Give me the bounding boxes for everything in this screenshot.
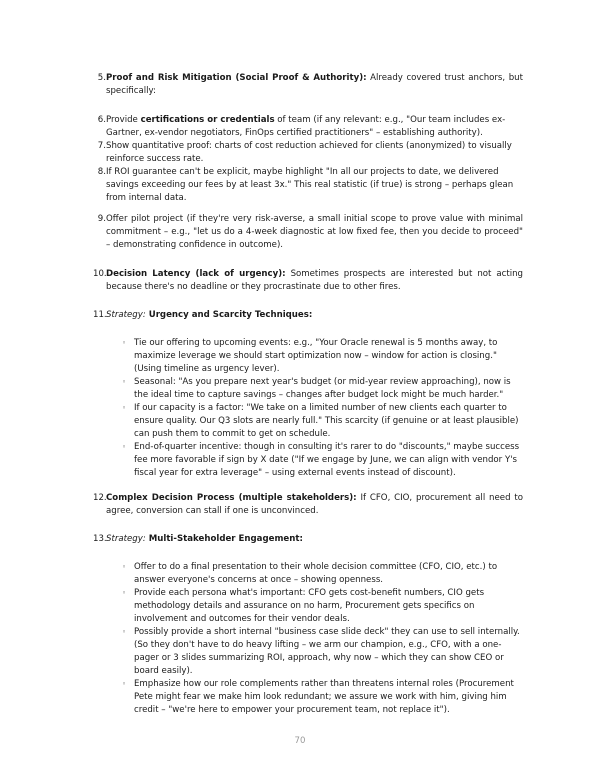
item-text: If CFO, CIO, procurement all need to agree, conversion can stall if one is unconvinced. [106,493,523,516]
list-item-body [106,72,523,98]
list-item-13 [93,533,523,546]
strategy-heading: Multi-Stakeholder Engagement: [145,534,303,544]
bullet-text: End-of-quarter incentive: though in consulting it's rarer to do "discounts," maybe success fee more favorable if sign by X date ("If we engage by June, we can align with vendor Y's fiscal year for extra leverage" – using external events instead of discount). [134,442,520,478]
strategy-label: Strategy: [106,534,146,544]
list-item-7 [93,140,523,166]
list-number: 13. [93,534,107,544]
list-item-6 [93,114,523,140]
list-item-body [106,533,523,546]
bullet-item [122,337,522,376]
list-number: 11. [93,310,107,320]
item-text: of team (if any relevant: e.g., "Our team includes ex-Gartner, ex-vendor negotiators, FinOps certified practitioners" – establishing authority). [106,115,506,138]
bullet-text: Emphasize how our role complements rather than threatens internal roles (Procurement Pete might fear we make him look redundant; we assure we work with him, giving him credit – "we're here to empower your procurement team, not replace it"). [134,679,514,715]
list-number: 7. [97,141,106,151]
bullet-marker: ◦ [122,339,127,347]
list-item-9 [93,213,523,252]
bullet-text: Tie our offering to upcoming events: e.g., "Your Oracle renewal is 5 months away, to maximize leverage we should start optimization now – window for action is closing." (Using timeline as urgency lever). [134,338,498,374]
bullet-text: Seasonal: "As you prepare next year's budget (or mid-year review approaching), now is the ideal time to capture savings – changes after budget lock might be much harder." [134,377,511,400]
list-number: 5. [97,73,106,83]
bullet-marker: ◦ [122,628,127,636]
item-text: Already covered trust anchors, but specifically: [106,73,523,96]
bullet-text: If our capacity is a factor: "We take on a limited number of new clients each quarter to ensure quality. Our Q3 slots are nearly full." This scarcity (if genuine or at least plausible) can push them to commit to get on schedule. [134,403,519,439]
list-item-11 [93,309,523,322]
bullet-text: Provide each persona what's important: CFO gets cost-benefit numbers, CIO gets methodology details and assurance on no harm, Procurement gets specifics on involvement and outcomes for their vendor deals. [134,588,485,624]
item-text: Sometimes prospects are interested but not acting because there's no deadline or they procrastinate due to other fires. [106,269,523,292]
item-bold-phrase: certifications or credentials [140,115,275,125]
bullet-item [122,441,522,480]
list-item-5 [93,72,523,98]
bullet-marker: ◦ [122,680,127,688]
list-item-body [106,309,523,322]
bullet-text: Offer to do a final presentation to their whole decision committee (CFO, CIO, etc.) to answer everyone's concerns at once – showing openness. [134,562,498,585]
list-item-8 [93,166,523,205]
bullet-item [122,561,522,587]
list-number: 9. [97,214,106,224]
bullet-text: Possibly provide a short internal "business case slide deck" they can use to sell internally. (So they don't have to do heavy lifting – we arm our champion, e.g., CFO, with a one-pager or 3 slides summarizing ROI, approach, why now – which they can show CEO or board easily). [134,627,520,676]
list-number: 6. [97,115,106,125]
list-item-body [106,114,523,140]
bullet-marker: ◦ [122,378,127,386]
item-text-pre: Provide [106,115,141,125]
strategy-label: Strategy: [106,310,146,320]
list-item-10 [93,268,523,294]
item-text: Offer pilot project (if they're very risk-averse, a small initial scope to prove value with minimal commitment – e.g., "let us do a 4-week diagnostic at low fixed fee, then you decide to proceed" – demonstrating confidence in outcome). [106,214,523,250]
bullet-item [122,626,522,678]
list-number: 10. [93,269,107,279]
list-number: 12. [93,493,107,503]
bullet-item [122,402,522,441]
stakeholder-bullet-list [122,561,522,717]
bullet-marker: ◦ [122,563,127,571]
bullet-item [122,376,522,402]
list-item-12 [93,492,523,518]
list-number: 8. [97,167,106,177]
bullet-item [122,678,522,717]
item-heading: Proof and Risk Mitigation (Social Proof & Authority): [106,73,367,83]
list-item-body [106,492,523,518]
bullet-marker: ◦ [122,589,127,597]
bullet-marker: ◦ [122,443,127,451]
item-heading: Decision Latency (lack of urgency): [106,269,286,279]
item-text: Show quantitative proof: charts of cost reduction achieved for clients (anonymized) to visually reinforce success rate. [106,141,512,164]
page-number: 70 [294,736,306,746]
item-text: If ROI guarantee can't be explicit, maybe highlight "In all our projects to date, we delivered savings exceeding our fees by at least 3x." This real statistic (if true) is strong – perhaps glean from internal data. [106,167,514,203]
list-item-body [106,268,523,294]
strategy-heading: Urgency and Scarcity Techniques: [145,310,313,320]
urgency-bullet-list [122,337,522,480]
bullet-item [122,587,522,626]
item-heading: Complex Decision Process (multiple stakeholders): [106,493,357,503]
bullet-marker: ◦ [122,404,127,412]
